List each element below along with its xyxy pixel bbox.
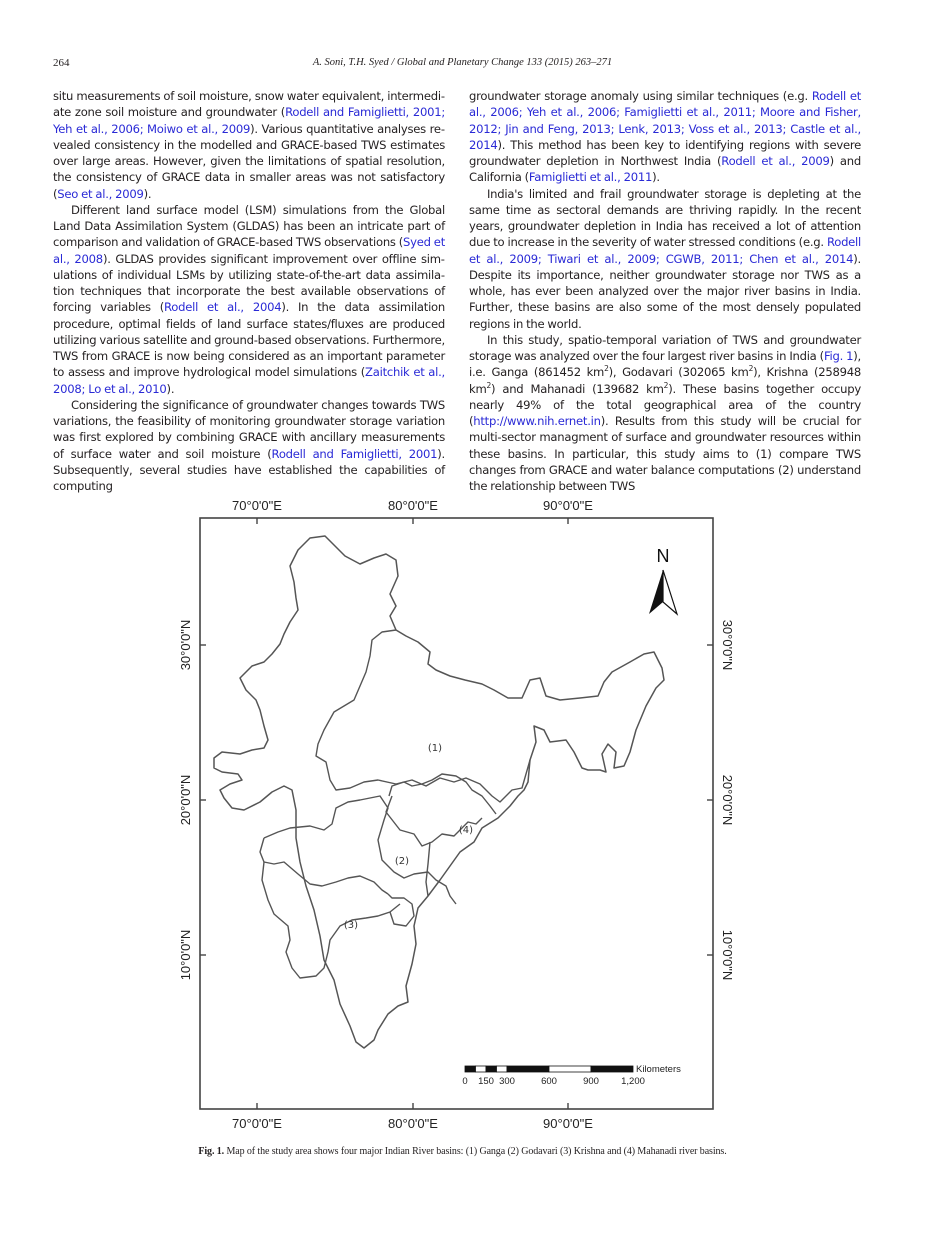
paragraph xyxy=(469,186,861,332)
latitude-label-left-20n: 20°0'0"N xyxy=(178,774,193,826)
citation-link[interactable]: Rodell et al., 2009 xyxy=(721,154,830,168)
body-text: ). xyxy=(166,381,175,396)
body-text: ). xyxy=(652,170,660,185)
north-arrow-dark-half xyxy=(649,570,663,614)
graticule-ticks xyxy=(200,518,713,1109)
region-label-ganga: (1) xyxy=(427,743,443,754)
longitude-label-bottom-70e: 70°0'0"E xyxy=(232,1116,282,1131)
citation-link[interactable]: Syed et al., 2008 xyxy=(53,235,445,266)
north-arrow xyxy=(649,546,677,614)
scale-bar-segment xyxy=(465,1066,476,1072)
longitude-label-top-80e: 80°0'0"E xyxy=(388,498,438,513)
body-text: ). Despite its importance, neither groundwater storage nor TWS as a whole, has ever been analyzed over the major river basins in India. Further, these basins are also some of the most densely populated regions in the world. xyxy=(469,251,861,331)
scale-bar-segment xyxy=(497,1066,508,1072)
body-text: ). These basins together occupy nearly 49% of the total geographical area of the country ( xyxy=(469,381,861,428)
figure-caption-label: Fig. 1. xyxy=(198,1146,225,1157)
ganga-basin-boundary xyxy=(316,630,530,802)
map-frame xyxy=(200,518,713,1109)
citation-link[interactable]: Fig. 1 xyxy=(823,349,854,363)
citation-link[interactable]: Zaitchik et al., 2008; Lo et al., 2010 xyxy=(53,365,445,396)
figure-1-map xyxy=(160,490,760,1140)
scale-bar-tick-label: 600 xyxy=(541,1076,557,1087)
body-text: ). xyxy=(143,186,152,201)
latitude-label-right-10n: 10°0'0"N xyxy=(720,929,735,981)
body-text: ). GLDAS provides significant improvement over offline simulations of individual LSMs by utilizing state-of-the-art data assimilation techniques that incorporate the best available observations of forcing variables ( xyxy=(53,251,445,315)
body-text: ). Subsequently, several studies have established the capabilities of computing xyxy=(53,446,445,493)
body-text: Different land surface model (LSM) simulations from the Global Land Data Assimilation System (GLDAS) has been an intricate part of comparison and validation of GRACE-based TWS observations ( xyxy=(53,202,445,250)
india-outline xyxy=(214,536,664,1048)
body-text: India's limited and frail groundwater storage is depleting at the same time as sectoral demands are thriving rapidly. In the recent years, groundwater depletion in India has received a lot of attention due to increase in the severity of water stressed conditions (e.g. xyxy=(469,186,861,250)
paragraph xyxy=(53,397,445,495)
body-text: ) and Mahanadi (139682 km xyxy=(491,381,664,396)
page-number: 264 xyxy=(53,57,70,69)
body-text: situ measurements of soil moisture, snow water equivalent, intermediate zone soil moisture and groundwater ( xyxy=(53,89,445,120)
longitude-label-top-70e: 70°0'0"E xyxy=(232,498,282,513)
body-text: In this study, spatio-temporal variation of TWS and groundwater storage was analyzed over the four largest river basins in India ( xyxy=(469,332,861,363)
paragraph xyxy=(469,88,861,186)
body-text: ). Various quantitative analyses revealed consistency in the modelled and GRACE-based TWS estimates over large areas. However, given the limitations of spatial resolution, the consistency of GRACE data in smaller areas was not satisfactory ( xyxy=(53,121,445,201)
right-text-column xyxy=(469,88,861,494)
superscript: 2 xyxy=(663,380,669,390)
citation-link[interactable]: Rodell et al., 2004 xyxy=(164,300,282,315)
body-text: ), Godavari (302065 km xyxy=(608,365,749,380)
longitude-label-bottom-90e: 90°0'0"E xyxy=(543,1116,593,1131)
latitude-label-left-30n: 30°0'0"N xyxy=(178,619,193,671)
citation-link[interactable]: Rodell and Famiglietti, 2001 xyxy=(271,446,438,461)
citation-link[interactable]: Famiglietti et al., 2011 xyxy=(528,170,653,185)
citation-link[interactable]: Seo et al., 2009 xyxy=(57,186,144,201)
scale-bar-segment xyxy=(507,1066,549,1072)
longitude-label-top-90e: 90°0'0"E xyxy=(543,498,593,513)
scale-bar-tick-label: 300 xyxy=(499,1076,515,1087)
latitude-label-right-20n: 20°0'0"N xyxy=(720,774,735,826)
latitude-label-right-30n: 30°0'0"N xyxy=(720,619,735,671)
superscript: 2 xyxy=(604,364,609,374)
india-basin-map xyxy=(160,490,760,1140)
paragraph xyxy=(469,332,861,495)
figure-caption-text: Map of the study area shows four major Indian River basins: (1) Ganga (2) Godavari (3) Krishna and (4) Mahanadi river basins. xyxy=(224,1146,727,1157)
latitude-label-left-10n: 10°0'0"N xyxy=(178,929,193,981)
paragraph xyxy=(53,88,445,202)
journal-reference: A. Soni, T.H. Syed / Global and Planetary Change 133 (2015) 263–271 xyxy=(312,57,613,68)
region-label-mahanadi: (4) xyxy=(458,825,474,836)
paragraph xyxy=(53,202,445,397)
scale-bar-segment xyxy=(549,1066,591,1072)
left-text-column xyxy=(53,88,445,494)
body-text: ). Results from this study will be crucial for multi-sector managment of surface and groundwater resources within these basins. In particular, this study aims to (1) compare TWS changes from GRACE and water balance computations (2) understand the relationship between TWS xyxy=(469,414,861,493)
longitude-label-bottom-80e: 80°0'0"E xyxy=(388,1116,438,1131)
scale-bar-tick-label: 0 xyxy=(462,1076,468,1087)
scale-bar-unit: Kilometers xyxy=(636,1064,681,1075)
scale-bar-segment xyxy=(486,1066,497,1072)
body-text: Considering the significance of groundwater changes towards TWS variations, the feasibility of monitoring groundwater storage variation was first explored by combining GRACE with ancillary measurements of surface water and soil moisture ( xyxy=(53,397,445,461)
running-header xyxy=(0,57,925,71)
body-text: groundwater storage anomaly using similar techniques (e.g. xyxy=(469,89,812,103)
scale-bar-tick-label: 1,200 xyxy=(621,1076,645,1087)
body-text: ), i.e. Ganga (861452 km xyxy=(469,349,861,380)
citation-link[interactable]: http://www.nih.ernet.in xyxy=(473,414,601,428)
north-arrow-label: N xyxy=(656,546,670,566)
body-text: ), Krishna (258948 km xyxy=(469,365,861,396)
scale-bar xyxy=(462,1064,681,1087)
body-text: ) and California ( xyxy=(469,154,861,185)
body-text: ). In the data assimilation procedure, optimal fields of land surface states/fluxes are produced utilizing various satellite and ground-based observations. Furthermore, TWS from GRACE is now being considered as an important parameter to assess and improve hydrological model simulations ( xyxy=(53,300,445,380)
krishna-basin-boundary xyxy=(262,862,414,978)
figure-caption xyxy=(0,1146,925,1157)
superscript: 2 xyxy=(486,380,492,390)
scale-bar-segment xyxy=(591,1066,633,1072)
region-label-krishna: (3) xyxy=(343,920,359,931)
citation-link[interactable]: Rodell et al., 2009; Tiwari et al., 2009; CGWB, 2011; Chen et al., 2014 xyxy=(469,235,861,266)
citation-link[interactable]: Rodell et al., 2006; Yeh et al., 2006; Famiglietti et al., 2011; Moore and Fisher, 2012; Jin and Feng, 2013; Lenk, 2013; Voss et al., 2013; Castle et al., 2014 xyxy=(469,89,862,152)
citation-link[interactable]: Rodell and Famiglietti, 2001; Yeh et al., 2006; Moiwo et al., 2009 xyxy=(53,105,445,136)
scale-bar-tick-label: 150 xyxy=(478,1076,494,1087)
scale-bar-segment xyxy=(476,1066,487,1072)
body-text: ). This method has been key to identifying regions with severe groundwater depletion in Northwest India ( xyxy=(469,137,861,168)
north-arrow-light-half xyxy=(663,570,677,614)
scale-bar-tick-label: 900 xyxy=(583,1076,599,1087)
region-label-godavari: (2) xyxy=(394,856,410,867)
superscript: 2 xyxy=(748,364,754,374)
